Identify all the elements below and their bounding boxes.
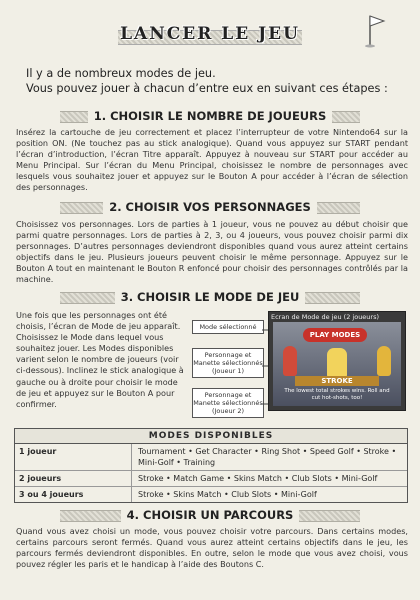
modes-table: [14, 428, 408, 503]
section-1-title: 1. CHOISIR LE NOMBRE DE JOUEURS: [88, 109, 333, 123]
intro-text: Il y a de nombreux modes de jeu. Vous pouvez jouer à chacun d’entre eux en suivant ces étapes :: [26, 67, 388, 95]
table-row: [15, 471, 407, 487]
golf-flag-icon: [364, 14, 386, 48]
section-2-heading: [60, 198, 360, 216]
screenshot-caption: Ecran de Mode de jeu (2 joueurs): [271, 313, 380, 321]
section-4-title: 4. CHOISIR UN PARCOURS: [121, 508, 300, 522]
mode-description: The lowest total strokes wins. Roll and cut hot-shots, too!: [284, 388, 390, 401]
modes-cell: Tournament • Get Character • Ring Shot • Speed Golf • Stroke • Mini-Golf • Training: [138, 447, 397, 467]
game-mode-screenshot: [268, 311, 406, 411]
page-title: LANCER LE JEU: [120, 24, 300, 44]
section-1-heading: [60, 107, 360, 125]
label-player-2: Personnage et Manette sélectionnés (Joueur 2): [192, 388, 264, 418]
mode-name: STROKE: [295, 376, 379, 386]
mode-icon: [327, 348, 347, 378]
section-2-title: 2. CHOISIR VOS PERSONNAGES: [103, 200, 317, 214]
section-2-text: Choisissez vos personnages. Lors de parties à 1 joueur, vous ne pouvez au début choisir que parmi quatre personnages. Lors de parties à 2, 3, ou 4 joueurs, vous pouvez choisir parmi dix personnages. D’autres personnages deviendront disponibles quand vous aurez atteint certains objectifs dans le jeu. Plusieurs joueurs peuvent choisir le même personnage. Appuyez sur le Bouton A tout en maintenant le Bouton R enfoncé pour choisir des personnages contrôlés par la machine.: [16, 219, 408, 285]
character-2: [377, 346, 391, 376]
players-cell: 2 joueurs: [15, 471, 132, 486]
modes-cell: Stroke • Skins Match • Club Slots • Mini-Golf: [138, 490, 317, 499]
play-modes-logo: PLAY MODES: [303, 328, 367, 342]
players-cell: 1 joueur: [15, 444, 132, 470]
table-row: [15, 487, 407, 502]
players-cell: 3 ou 4 joueurs: [15, 487, 132, 502]
section-4-heading: [60, 506, 360, 524]
modes-table-title: MODES DISPONIBLES: [15, 429, 407, 444]
section-3-heading: [60, 288, 360, 306]
page-title-banner: [118, 24, 302, 48]
character-1: [283, 346, 297, 376]
label-selected-mode: Mode sélectionné: [192, 320, 264, 334]
modes-cell: Stroke • Match Game • Skins Match • Club Slots • Mini-Golf: [138, 474, 378, 483]
section-4-text: Quand vous avez choisi un mode, vous pouvez choisir votre parcours. Dans certains modes, certains parcours seront fermés. Quand vous aurez atteint certains objectifs dans le jeu, les parcours fermés deviendront disponibles. En outre, selon le mode que vous avez choisi, vous pouvez régler les paris et le handicap à l’aide des Boutons C.: [16, 526, 408, 570]
section-3-title: 3. CHOISIR LE MODE DE JEU: [115, 290, 306, 304]
label-player-1: Personnage et Manette sélectionnés (Joueur 1): [192, 348, 264, 378]
section-3-text: Une fois que les personnages ont été choisis, l’écran de Mode de jeu apparaît. Choisissez le Mode dans lequel vous souhaitez jouer. Les Modes disponibles varient selon le nombre de joueurs (voir ci-dessous). Inclinez le stick analogique à gauche ou à droite pour choisir le mode de jeu et appuyez sur le Bouton A pour confirmer.: [16, 310, 184, 409]
section-1-text: Insérez la cartouche de jeu correctement et placez l’interrupteur de votre Nintendo64 sur la position ON. (Ne touchez pas au stick analogique). Quand vous appuyez sur START pendant l’écran d’introduction, l’écran Titre apparaît. Appuyez à nouveau sur START pour accéder au Menu Principal. Sur l’écran du Menu Principal, choisissez le nombre de personnages avec lesquels vous souhaitez jouer et appuyez sur le Bouton A pour accéder à l’écran de sélection des personnages.: [16, 127, 408, 193]
table-row: [15, 444, 407, 471]
